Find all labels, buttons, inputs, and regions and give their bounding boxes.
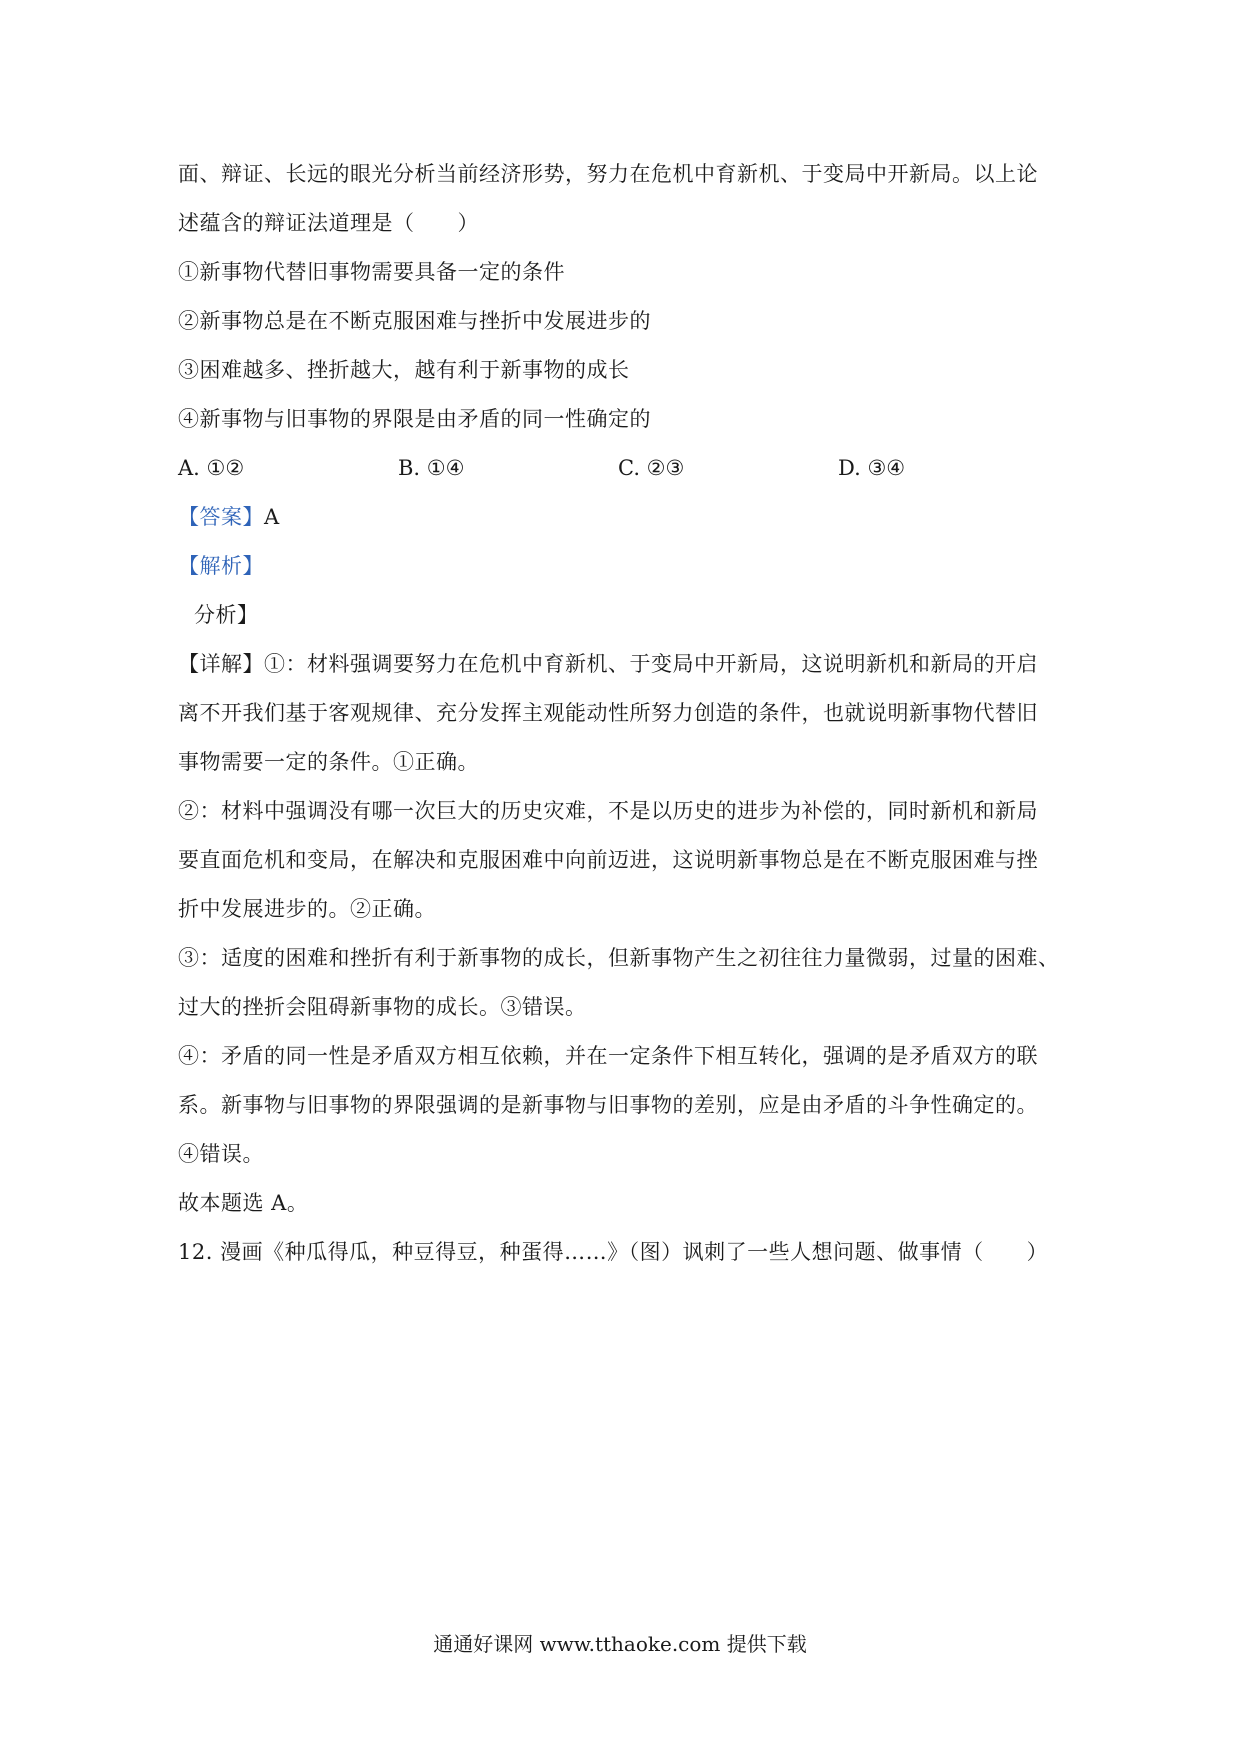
answer-value: A bbox=[264, 505, 280, 529]
detail-line: 事物需要一定的条件。①正确。 bbox=[178, 750, 479, 774]
detail-line: ④：矛盾的同一性是矛盾双方相互依赖，并在一定条件下相互转化，强调的是矛盾双方的联 bbox=[178, 1044, 1038, 1068]
option-a: A. ①② bbox=[178, 456, 245, 480]
detail-line: 过大的挫折会阻碍新事物的成长。③错误。 bbox=[178, 995, 587, 1019]
statement-1: ①新事物代替旧事物需要具备一定的条件 bbox=[178, 260, 565, 284]
statement-2: ②新事物总是在不断克服困难与挫折中发展进步的 bbox=[178, 309, 651, 333]
detail-line: 系。新事物与旧事物的界限强调的是新事物与旧事物的差别，应是由矛盾的斗争性确定的。 bbox=[178, 1093, 1038, 1117]
conclusion-line: 故本题选 A。 bbox=[178, 1191, 309, 1215]
detail-line: ③：适度的困难和挫折有利于新事物的成长，但新事物产生之初往往力量微弱，过量的困难、 bbox=[178, 946, 1060, 970]
detail-line: 折中发展进步的。②正确。 bbox=[178, 897, 436, 921]
answer-options bbox=[178, 444, 1058, 493]
question-stem-line-2: 述蕴含的辩证法道理是（ ） bbox=[178, 211, 479, 235]
detail-line: ④错误。 bbox=[178, 1142, 264, 1166]
detail-line: ②：材料中强调没有哪一次巨大的历史灾难，不是以历史的进步为补偿的，同时新机和新局 bbox=[178, 799, 1038, 823]
question-stem-line-1: 面、辩证、长远的眼光分析当前经济形势，努力在危机中育新机、于变局中开新局。以上论 bbox=[178, 162, 1038, 186]
detail-line: 【详解】①：材料强调要努力在危机中育新机、于变局中开新局，这说明新机和新局的开启 bbox=[178, 652, 1038, 676]
analysis-sub-label: 分析】 bbox=[194, 603, 259, 627]
statement-4: ④新事物与旧事物的界限是由矛盾的同一性确定的 bbox=[178, 407, 651, 431]
answer-line bbox=[178, 493, 1058, 542]
option-b: B. ①④ bbox=[398, 456, 465, 480]
analysis-label: 【解析】 bbox=[178, 554, 264, 578]
question-content bbox=[178, 150, 1058, 1277]
answer-label: 【答案】 bbox=[178, 505, 264, 529]
footer-source: 通通好课网 www.tthaoke.com 提供下载 bbox=[433, 1632, 807, 1656]
option-c: C. ②③ bbox=[618, 456, 685, 480]
option-d: D. ③④ bbox=[838, 456, 906, 480]
next-question: 12. 漫画《种瓜得瓜，种豆得豆，种蛋得……》（图）讽刺了一些人想问题、做事情（ ） bbox=[178, 1240, 1049, 1264]
statement-3: ③困难越多、挫折越大，越有利于新事物的成长 bbox=[178, 358, 630, 382]
detail-line: 要直面危机和变局，在解决和克服困难中向前迈进，这说明新事物总是在不断克服困难与挫 bbox=[178, 848, 1038, 872]
detail-line: 离不开我们基于客观规律、充分发挥主观能动性所努力创造的条件，也就说明新事物代替旧 bbox=[178, 701, 1038, 725]
